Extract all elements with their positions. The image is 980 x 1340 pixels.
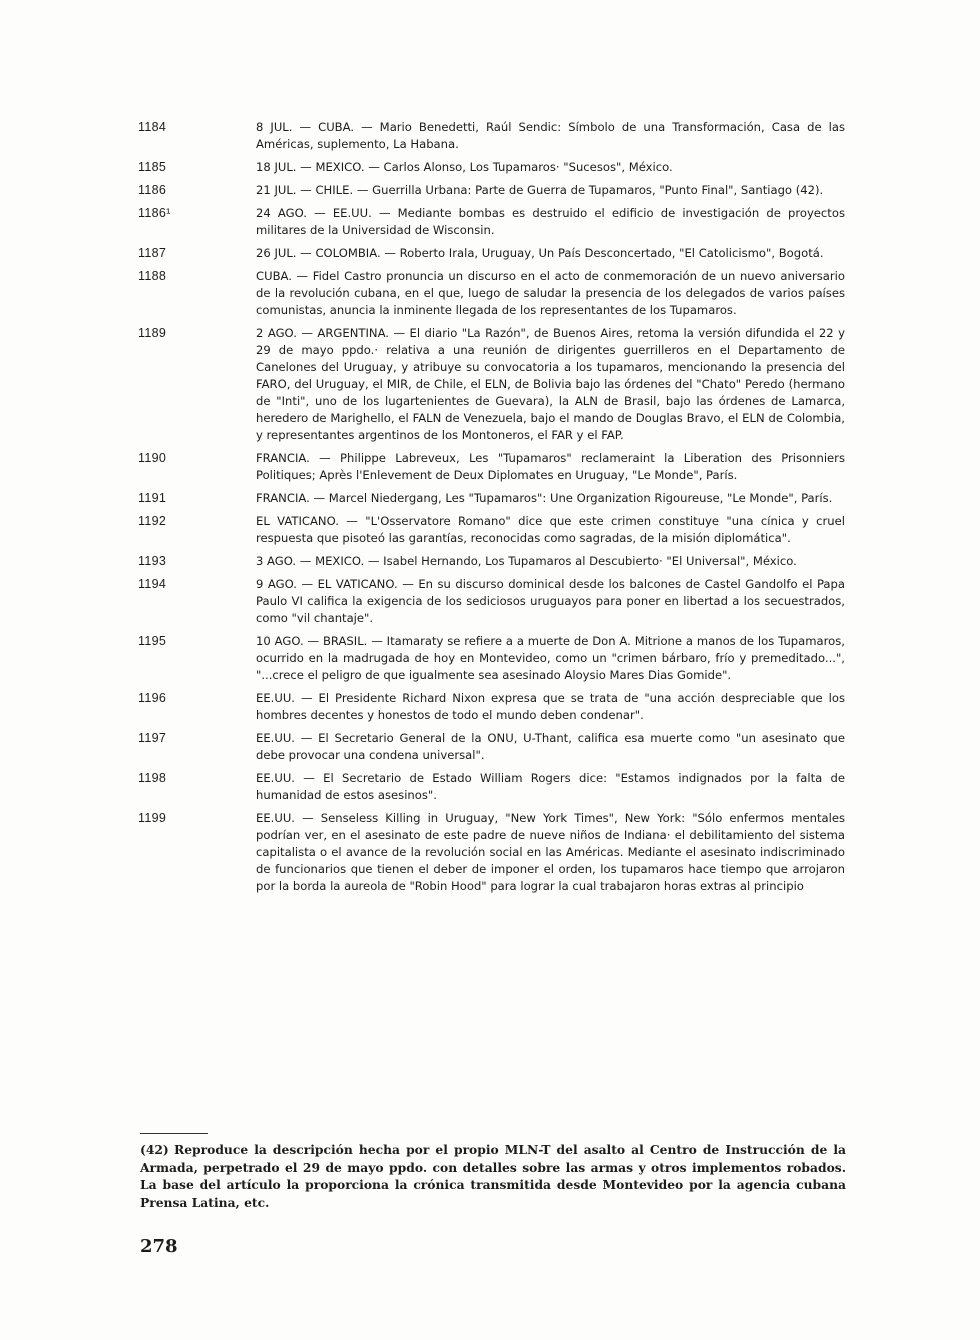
- entry-number: 1196: [138, 691, 167, 705]
- chronology-entry: [0, 119, 980, 153]
- chronology-entry: [0, 490, 980, 507]
- entry-text: 8 JUL. — CUBA. — Mario Benedetti, Raúl Sendic: Símbolo de una Transformación, Casa de las Américas, suplemento, La Habana.: [256, 120, 845, 151]
- entry-number: 1186: [138, 183, 167, 197]
- entry-number: 1193: [138, 554, 167, 568]
- entry-number: 1187: [138, 246, 167, 260]
- chronology-entry: [0, 159, 980, 176]
- chronology-entry: [0, 182, 980, 199]
- chronology-entries: [0, 119, 980, 901]
- chronology-entry: [0, 245, 980, 262]
- entry-text: CUBA. — Fidel Castro pronuncia un discurso en el acto de conmemoración de un nuevo aniversario de la revolución cubana, en el que, luego de saludar la presencia de los delegados de varios países comunistas, anuncia la inminente llegada de los representantes de los Tupamaros.: [256, 269, 845, 317]
- footnote-rule: [140, 1133, 208, 1134]
- entry-number: 1185: [138, 160, 167, 174]
- entry-text: 21 JUL. — CHILE. — Guerrilla Urbana: Parte de Guerra de Tupamaros, "Punto Final", Santiago (42).: [256, 183, 824, 197]
- footnote: [140, 1141, 846, 1211]
- chronology-entry: [0, 633, 980, 684]
- footnote-text: Reproduce la descripción hecha por el propio MLN-T del asalto al Centro de Instrucción de la Armada, perpetrado el 29 de mayo ppdo. con detalles sobre las armas y otros implementos robados. La base del artículo la proporciona la crónica transmitida desde Montevideo por la agencia cubana Prensa Latina, etc.: [140, 1142, 846, 1210]
- footnote-marker: (42): [140, 1142, 169, 1157]
- entry-text: 3 AGO. — MEXICO. — Isabel Hernando, Los Tupamaros al Descubierto· "El Universal", México.: [256, 554, 797, 568]
- entry-number: 1192: [138, 514, 167, 528]
- entry-text: EE.UU. — Senseless Killing in Uruguay, "New York Times", New York: "Sólo enfermos mentales podrían ver, en el asesinato de este padre de nueve niños de Indiana· el debilitamiento del sistema capitalista o el avance de la revolución social en las Américas. Mediante el asesinato indiscriminado de funcionarios que tienen el deber de imponer el orden, los tupamaros hace tiempo que arrojaron por la borda la aureola de "Robin Hood" para lograr la cual trabajaron horas extras al principio: [256, 811, 845, 893]
- entry-text: EE.UU. — El Secretario General de la ONU, U-Thant, califica esa muerte como "un asesinato que debe provocar una condena universal".: [256, 731, 845, 762]
- entry-text: FRANCIA. — Marcel Niedergang, Les "Tupamaros": Une Organization Rigoureuse, "Le Monde", París.: [256, 491, 833, 505]
- chronology-entry: [0, 730, 980, 764]
- chronology-entry: [0, 450, 980, 484]
- entry-number: 1197: [138, 731, 167, 745]
- entry-text: EE.UU. — El Secretario de Estado William Rogers dice: "Estamos indignados por la falta de humanidad de estos asesinos".: [256, 771, 845, 802]
- chronology-entry: [0, 690, 980, 724]
- chronology-entry: [0, 513, 980, 547]
- entry-number: 1191: [138, 491, 167, 505]
- chronology-entry: [0, 770, 980, 804]
- chronology-entry: [0, 268, 980, 319]
- entry-number: 1195: [138, 634, 167, 648]
- entry-text: 26 JUL. — COLOMBIA. — Roberto Irala, Uruguay, Un País Desconcertado, "El Catolicismo", Bogotá.: [256, 246, 824, 260]
- entry-text: 18 JUL. — MEXICO. — Carlos Alonso, Los Tupamaros· "Sucesos", México.: [256, 160, 673, 174]
- chronology-entry: [0, 205, 980, 239]
- entry-number: 1189: [138, 326, 167, 340]
- chronology-entry: [0, 553, 980, 570]
- chronology-entry: [0, 325, 980, 444]
- entry-number: 1198: [138, 771, 167, 785]
- entry-text: FRANCIA. — Philippe Labreveux, Les "Tupamaros" reclameraint la Liberation des Prisonniers Politiques; Après l'Enlevement de Deux Diplomates en Uruguay, "Le Monde", París.: [256, 451, 845, 482]
- entry-number: 1199: [138, 811, 167, 825]
- entry-number: 1194: [138, 577, 167, 591]
- entry-text: 24 AGO. — EE.UU. — Mediante bombas es destruido el edificio de investigación de proyectos militares de la Universidad de Wisconsin.: [256, 206, 845, 237]
- entry-number: 1186¹: [138, 206, 171, 220]
- entry-number: 1190: [138, 451, 167, 465]
- page-number: 278: [140, 1236, 178, 1257]
- entry-number: 1184: [138, 120, 167, 134]
- entry-text: EL VATICANO. — "L'Osservatore Romano" dice que este crimen constituye "una cínica y cruel respuesta que pisoteó las garantías, reconocidas como sagradas, de la misión diplomática".: [256, 514, 845, 545]
- entry-text: 10 AGO. — BRASIL. — Itamaraty se refiere a a muerte de Don A. Mitrione a manos de los Tupamaros, ocurrido en la madrugada de hoy en Montevideo, como un "crimen bárbaro, frío y premeditado...", "...crece el peligro de que igualmente sea asesinado Aloysio Mares Dias Gomide".: [256, 634, 845, 682]
- entry-text: 2 AGO. — ARGENTINA. — El diario "La Razón", de Buenos Aires, retoma la versión difundida el 22 y 29 de mayo ppdo.· relativa a una reunión de dirigentes guerrilleros en el Departamento de Canelones del Uruguay, y atribuye su convocatoria a los tupamaros, mencionando la presencia del FARO, del Uruguay, el MIR, de Chile, el ELN, de Bolivia bajo las órdenes del "Chato" Peredo (hermano de "Inti", uno de los lugartenientes de Guevara), la ALN de Brasil, bajo las órdenes de Lamarca, heredero de Marighello, el FALN de Venezuela, bajo el mando de Douglas Bravo, el ELN de Colombia, y representantes argentinos de los Montoneros, el FAR y el FAP.: [256, 326, 845, 442]
- entry-text: 9 AGO. — EL VATICANO. — En su discurso dominical desde los balcones de Castel Gandolfo el Papa Paulo VI califica la exigencia de los sediciosos uruguayos para poner en libertad a los secuestrados, como "vil chantaje".: [256, 577, 845, 625]
- chronology-entry: [0, 576, 980, 627]
- chronology-entry: [0, 810, 980, 895]
- entry-number: 1188: [138, 269, 167, 283]
- entry-text: EE.UU. — El Presidente Richard Nixon expresa que se trata de "una acción despreciable que los hombres decentes y honestos de todo el mundo deben condenar".: [256, 691, 845, 722]
